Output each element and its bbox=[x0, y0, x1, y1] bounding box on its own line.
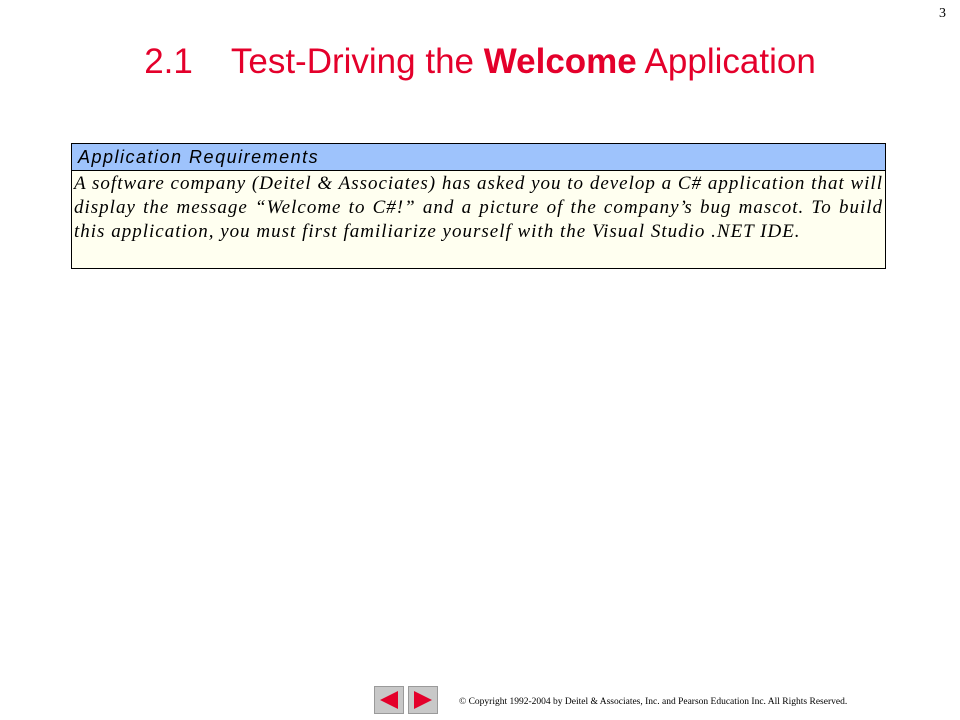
section-number: 2.1 bbox=[144, 42, 193, 81]
slide-title bbox=[0, 42, 960, 82]
requirements-text: A software company (Deitel & Associates) has asked you to develop a C# application that will display the message “Welcome to C#!” and a picture of the company’s bug mascot. To build this application, you must first familiarize yourself with the Visual Studio .NET IDE. bbox=[74, 173, 883, 242]
arrow-right-icon bbox=[412, 690, 434, 710]
copyright-notice: © Copyright 1992-2004 by Deitel & Associates, Inc. and Pearson Education Inc. All Rights Reserved. bbox=[459, 697, 848, 707]
slide-navigation bbox=[374, 686, 438, 714]
application-requirements-box bbox=[71, 143, 886, 269]
previous-slide-button[interactable] bbox=[374, 686, 404, 714]
title-bold-word: Welcome bbox=[483, 42, 637, 81]
next-slide-button[interactable] bbox=[408, 686, 438, 714]
title-suffix: Application bbox=[636, 42, 816, 81]
title-prefix: Test-Driving the bbox=[230, 42, 484, 81]
page-number: 3 bbox=[939, 6, 946, 21]
arrow-left-icon bbox=[378, 690, 400, 710]
requirements-header: Application Requirements bbox=[72, 144, 885, 171]
